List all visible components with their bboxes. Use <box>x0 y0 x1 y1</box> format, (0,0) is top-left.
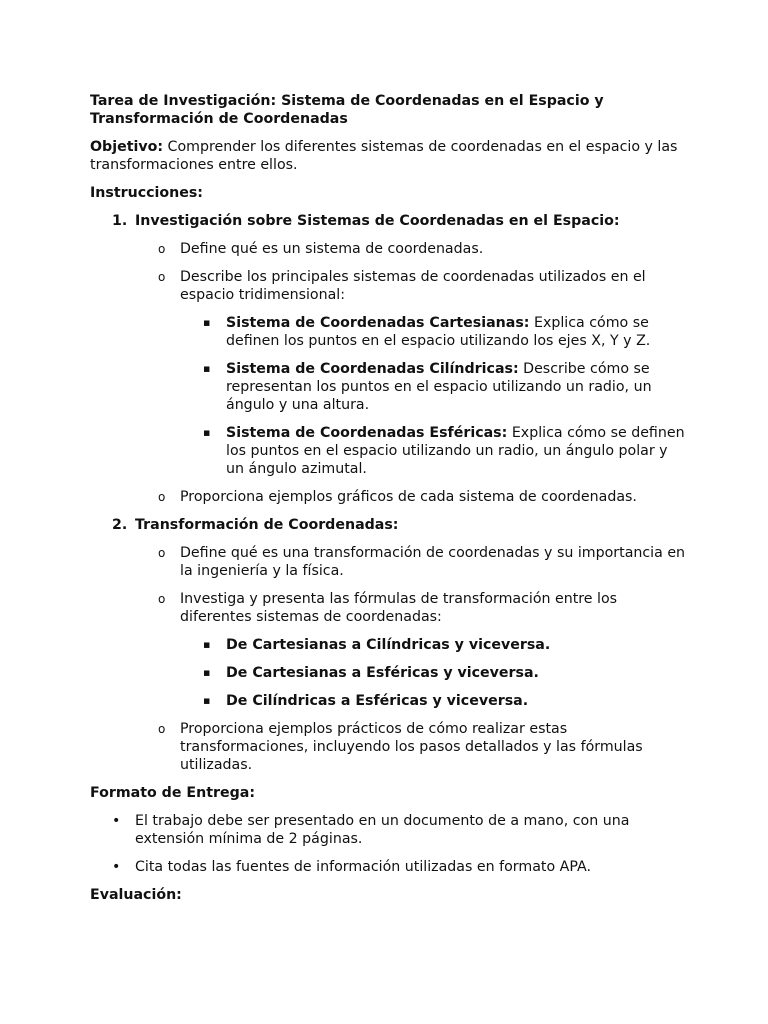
section-number: 1. <box>112 213 128 229</box>
square-bullet-icon: ▪ <box>203 316 211 329</box>
square-bullet-icon: ▪ <box>203 638 211 651</box>
document-page <box>90 92 690 914</box>
sub-item-text: Describe cómo se representan los puntos en el espacio utilizando un radio, un ángulo y una altura. <box>226 361 652 413</box>
sub-list-item <box>90 424 690 478</box>
list-item <box>90 240 690 258</box>
sub-item-term: Sistema de Coordenadas Cilíndricas: <box>226 361 519 377</box>
objective-paragraph <box>90 138 690 174</box>
list-item-text: Investiga y presenta las fórmulas de transformación entre los diferentes sistemas de coordenadas: <box>180 591 618 625</box>
delivery-heading-text: Formato de Entrega: <box>90 785 255 801</box>
circle-bullet-icon: o <box>158 270 166 284</box>
list-item-text: Define qué es una transformación de coordenadas y su importancia en la ingeniería y la física. <box>180 545 686 579</box>
instructions-heading <box>90 184 690 202</box>
circle-bullet-icon: o <box>158 722 166 736</box>
list-item <box>90 268 690 304</box>
objective-label: Objetivo: <box>90 139 164 155</box>
objective-text: Comprender los diferentes sistemas de coordenadas en el espacio y las transformaciones entre ellos. <box>90 139 678 173</box>
evaluation-heading-text: Evaluación: <box>90 887 182 903</box>
square-bullet-icon: ▪ <box>203 426 211 439</box>
sub-item-text: De Cartesianas a Esféricas y viceversa. <box>226 665 539 681</box>
list-item <box>90 488 690 506</box>
bullet-icon: • <box>112 813 121 829</box>
list-item-text: Cita todas las fuentes de información utilizadas en formato APA. <box>135 859 591 875</box>
sub-list-item <box>90 636 690 654</box>
sub-list-item <box>90 360 690 414</box>
section-number: 2. <box>112 517 128 533</box>
sub-item-text: De Cartesianas a Cilíndricas y viceversa. <box>226 637 551 653</box>
list-item-text: Proporciona ejemplos gráficos de cada sistema de coordenadas. <box>180 489 637 505</box>
list-item <box>90 812 690 848</box>
bullet-icon: • <box>112 859 121 875</box>
sub-item-term: Sistema de Coordenadas Esféricas: <box>226 425 508 441</box>
section-heading-text: Investigación sobre Sistemas de Coordenadas en el Espacio: <box>135 213 620 229</box>
circle-bullet-icon: o <box>158 490 166 504</box>
sub-item-text: Explica cómo se definen los puntos en el espacio utilizando un radio, un ángulo polar y un ángulo azimutal. <box>226 425 685 477</box>
section-1-heading <box>90 212 690 230</box>
list-item <box>90 590 690 626</box>
list-item-text: Proporciona ejemplos prácticos de cómo realizar estas transformaciones, incluyendo los pasos detallados y las fórmulas utilizadas. <box>180 721 643 773</box>
instructions-heading-text: Instrucciones: <box>90 185 203 201</box>
circle-bullet-icon: o <box>158 592 166 606</box>
list-item <box>90 720 690 774</box>
sub-item-term: Sistema de Coordenadas Cartesianas: <box>226 315 530 331</box>
delivery-heading <box>90 784 690 802</box>
sub-item-text: De Cilíndricas a Esféricas y viceversa. <box>226 693 529 709</box>
list-item-text: Describe los principales sistemas de coordenadas utilizados en el espacio tridimensional: <box>180 269 646 303</box>
square-bullet-icon: ▪ <box>203 666 211 679</box>
sub-item-text: Explica cómo se definen los puntos en el espacio utilizando los ejes X, Y y Z. <box>226 315 651 349</box>
list-item-text: Define qué es un sistema de coordenadas. <box>180 241 484 257</box>
circle-bullet-icon: o <box>158 242 166 256</box>
list-item <box>90 858 690 876</box>
sub-list-item <box>90 314 690 350</box>
list-item <box>90 544 690 580</box>
evaluation-heading <box>90 886 690 904</box>
document-title: Tarea de Investigación: Sistema de Coordenadas en el Espacio y Transformación de Coordenadas <box>90 93 604 127</box>
section-2-heading <box>90 516 690 534</box>
sub-list-item <box>90 664 690 682</box>
circle-bullet-icon: o <box>158 546 166 560</box>
section-heading-text: Transformación de Coordenadas: <box>135 517 399 533</box>
sub-list-item <box>90 692 690 710</box>
square-bullet-icon: ▪ <box>203 362 211 375</box>
list-item-text: El trabajo debe ser presentado en un documento de a mano, con una extensión mínima de 2 páginas. <box>135 813 630 847</box>
square-bullet-icon: ▪ <box>203 694 211 707</box>
